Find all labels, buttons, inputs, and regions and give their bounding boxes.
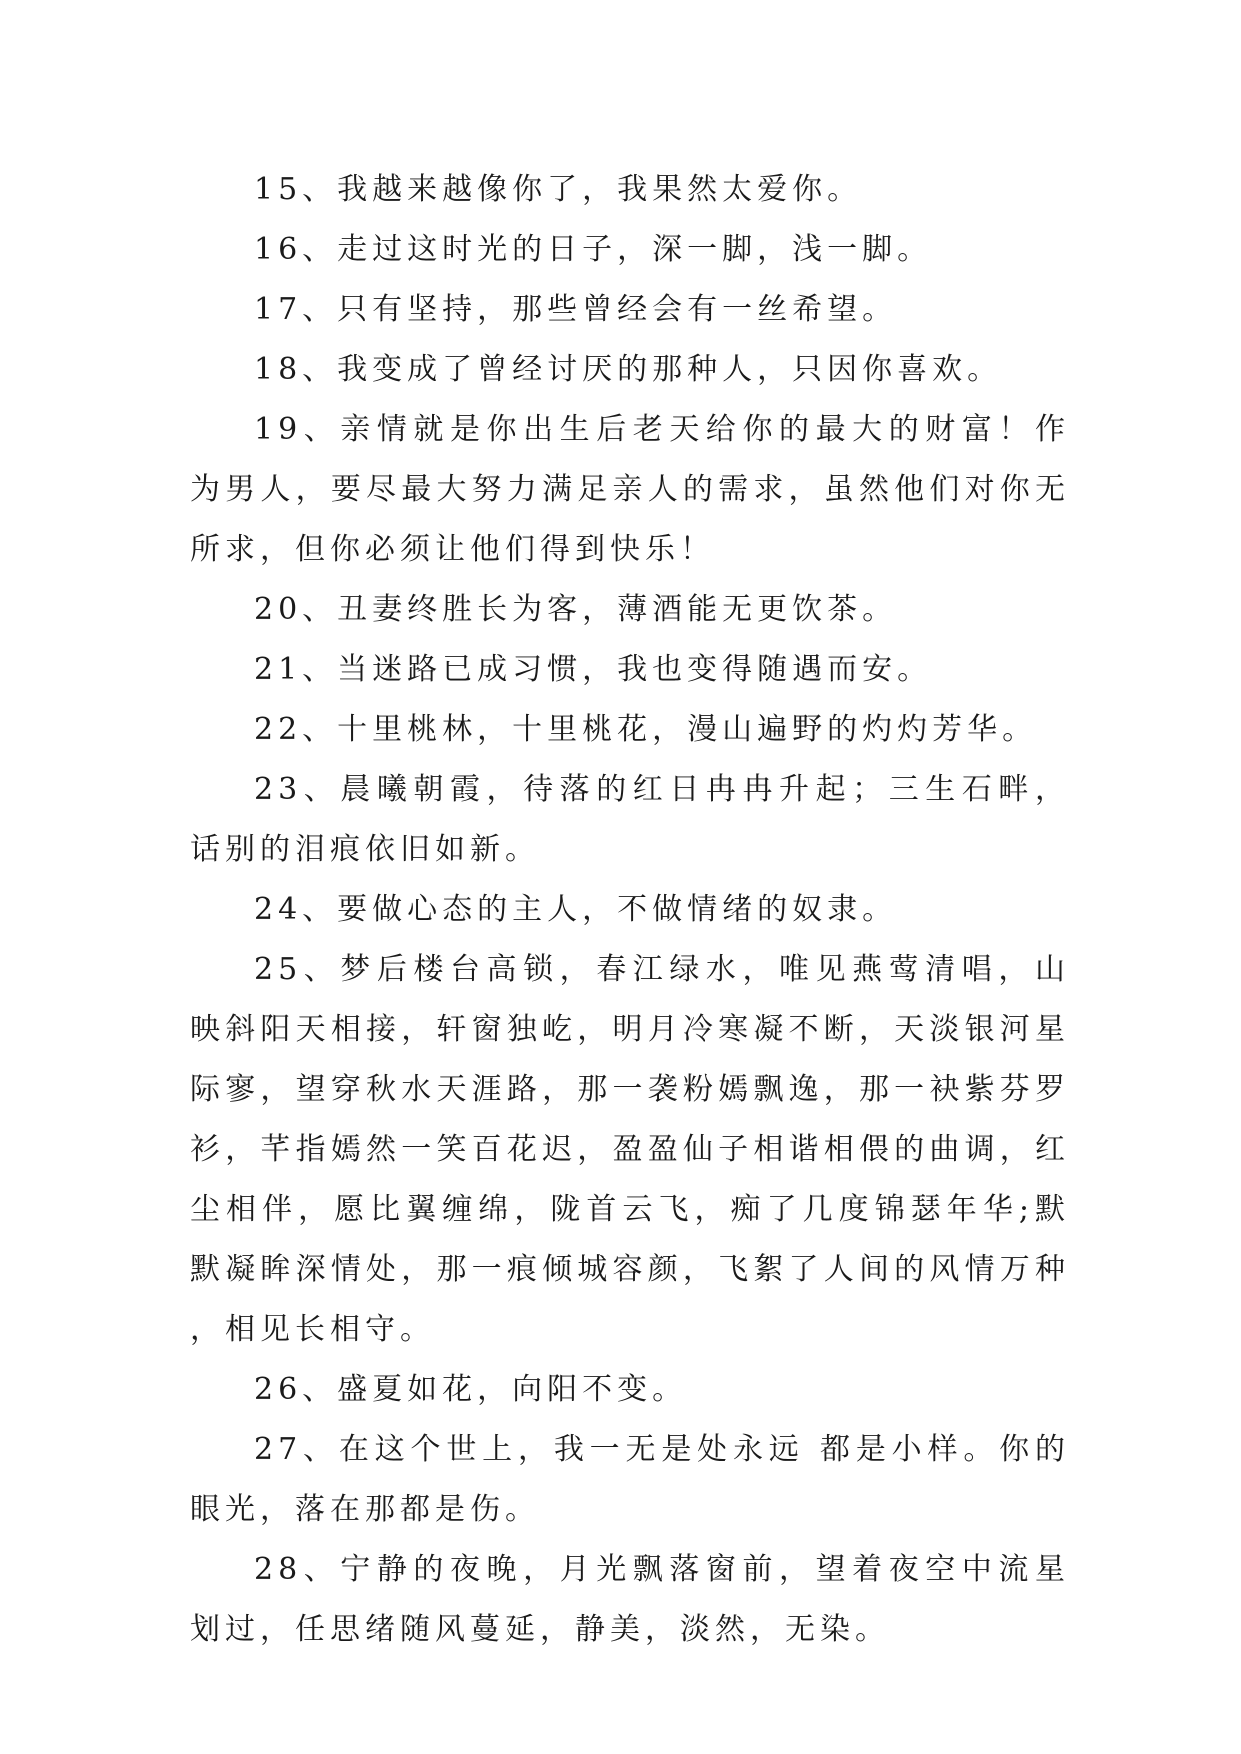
paragraph-26: 26、盛夏如花，向阳不变。 xyxy=(254,1372,688,1407)
paragraph-19: 19、亲情就是你出生后老天给你的最大的财富！作为男人，要尽最大努力满足亲人的需求，虽然他们对你无所求，但你必须让他们得到快乐！ xyxy=(190,412,1070,567)
paragraph-22: 22、十里桃林，十里桃花，漫山遍野的灼灼芳华。 xyxy=(254,712,1038,747)
paragraph-17: 17、只有坚持，那些曾经会有一丝希望。 xyxy=(254,292,898,327)
paragraph-15: 15、我越来越像你了，我果然太爱你。 xyxy=(254,172,863,207)
paragraph-18: 18、我变成了曾经讨厌的那种人，只因你喜欢。 xyxy=(254,352,1003,387)
document-body xyxy=(190,160,1070,1660)
paragraph-16: 16、走过这时光的日子，深一脚，浅一脚。 xyxy=(254,232,933,267)
paragraph-27: 27、在这个世上，我一无是处永远 都是小样。你的眼光，落在那都是伤。 xyxy=(190,1432,1070,1527)
paragraph-25: 25、梦后楼台高锁，春江绿水，唯见燕莺清唱，山映斜阳天相接，轩窗独屹，明月冷寒凝不断，天淡银河星际寥，望穿秋水天涯路，那一袭粉嫣飘逸，那一袂紫芬罗衫，芊指嫣然一笑百花迟，盈盈仙子相谐相偎的曲调，红尘相伴，愿比翼缠绵，陇首云飞，痴了几度锦瑟年华;默默凝眸深情处，那一痕倾城容颜，飞絮了人间的风情万种，相见长相守。 xyxy=(190,952,1070,1347)
paragraph-21: 21、当迷路已成习惯，我也变得随遇而安。 xyxy=(254,652,933,687)
paragraph-20: 20、丑妻终胜长为客，薄酒能无更饮茶。 xyxy=(254,592,898,627)
paragraph-28: 28、宁静的夜晚，月光飘落窗前，望着夜空中流星划过，任思绪随风蔓延，静美，淡然，无染。 xyxy=(190,1552,1070,1647)
paragraph-24: 24、要做心态的主人，不做情绪的奴隶。 xyxy=(254,892,898,927)
paragraph-23: 23、晨曦朝霞，待落的红日冉冉升起；三生石畔，话别的泪痕依旧如新。 xyxy=(190,772,1070,867)
